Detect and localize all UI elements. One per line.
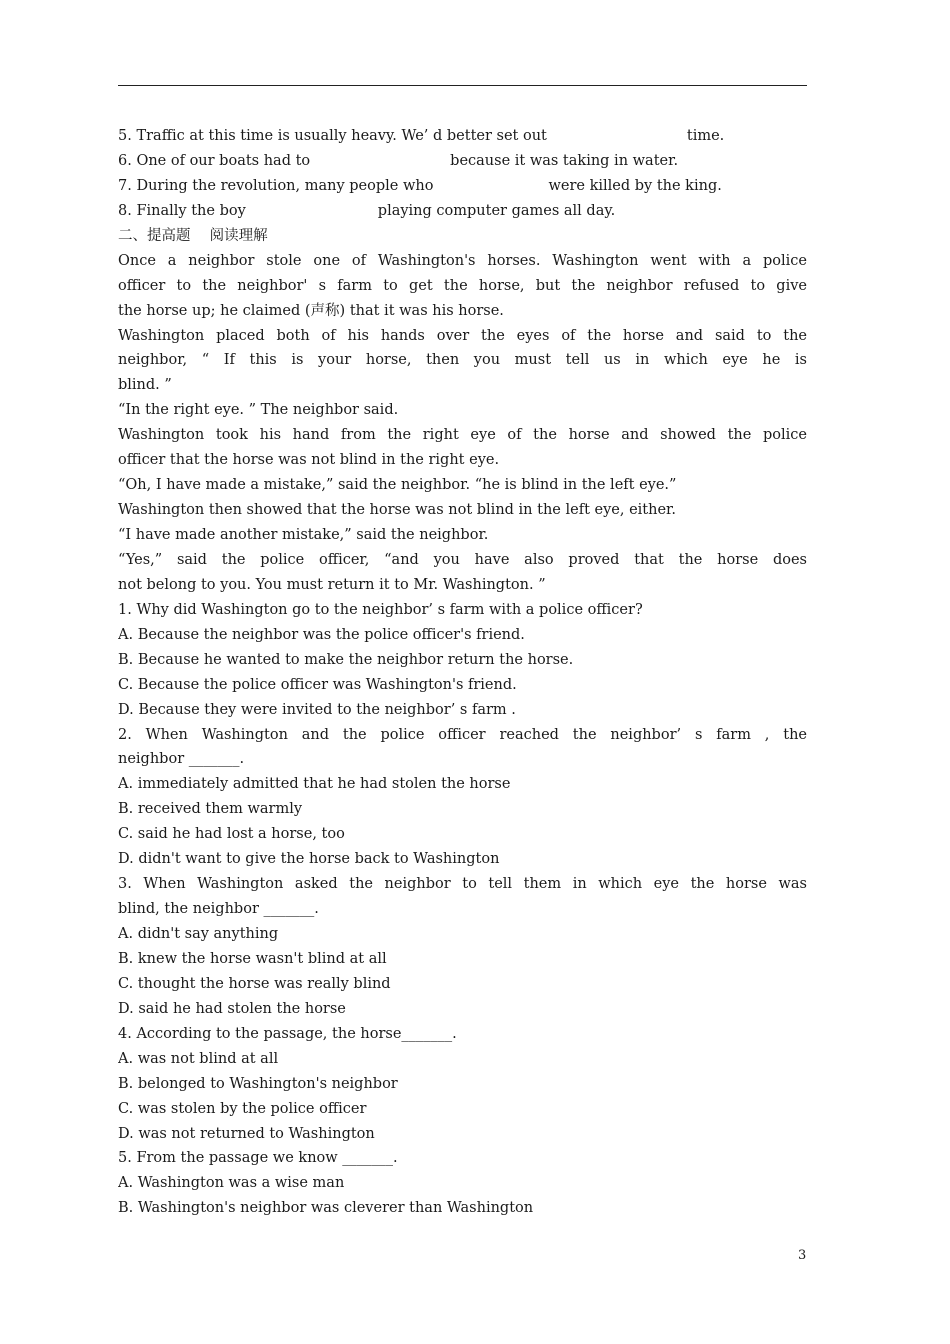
question-stem: 2. When Washington and the police officer reached the neighbor’ s farm , the xyxy=(118,726,807,743)
header-rule xyxy=(118,85,807,86)
answer-option: D. said he had stolen the horse xyxy=(118,1000,346,1017)
question-stem: blind, the neighbor _______. xyxy=(118,901,319,918)
passage-line: officer to the neighbor' s farm to get the horse, but the neighbor refused to give xyxy=(118,277,807,294)
answer-option: A. Washington was a wise man xyxy=(118,1175,345,1192)
answer-option: A. Because the neighbor was the police officer's friend. xyxy=(118,626,525,643)
question-stem: neighbor _______. xyxy=(118,751,245,768)
answer-option: B. Washington's neighbor was cleverer than Washington xyxy=(118,1200,534,1217)
answer-option: B. knew the horse wasn't blind at all xyxy=(118,950,387,967)
answer-option: B. Because he wanted to make the neighbor return the horse. xyxy=(118,651,574,668)
passage-line: “In the right eye. ” The neighbor said. xyxy=(118,402,399,419)
answer-option: A. didn't say anything xyxy=(118,926,279,942)
passage-line: “I have made another mistake,” said the neighbor. xyxy=(118,527,489,543)
passage-line: not belong to you. You must return it to Mr. Washington. ” xyxy=(118,576,546,593)
fill-in-item-5: 5. Traffic at this time is usually heavy. We’ d better set out time. xyxy=(118,128,725,144)
answer-option: A. was not blind at all xyxy=(118,1050,279,1067)
passage-line: Once a neighbor stole one of Washington's horses. Washington went with a police xyxy=(118,252,807,269)
passage-line: blind. ” xyxy=(118,377,172,394)
answer-option: D. Because they were invited to the neighbor’ s farm . xyxy=(118,701,516,718)
answer-option: C. thought the horse was really blind xyxy=(118,975,391,992)
fill-in-item-8: 8. Finally the boy playing computer games all day. xyxy=(118,202,616,219)
answer-option: A. immediately admitted that he had stolen the horse xyxy=(118,776,511,793)
passage-line: Washington then showed that the horse was not blind in the left eye, either. xyxy=(118,502,676,519)
question-stem: 1. Why did Washington go to the neighbor’ s farm with a police officer? xyxy=(118,601,643,618)
answer-option: C. was stolen by the police officer xyxy=(118,1100,367,1117)
page-content xyxy=(118,124,807,1221)
answer-option: C. Because the police officer was Washington's friend. xyxy=(118,676,517,693)
answer-option: B. received them warmly xyxy=(118,801,303,818)
page-number: 3 xyxy=(798,1248,807,1263)
answer-option: C. said he had lost a horse, too xyxy=(118,826,345,843)
passage-line: Washington took his hand from the right eye of the horse and showed the police xyxy=(118,427,807,444)
answer-option: D. was not returned to Washington xyxy=(118,1125,375,1142)
answer-option: B. belonged to Washington's neighbor xyxy=(118,1075,398,1092)
question-stem: 5. From the passage we know _______. xyxy=(118,1150,398,1167)
question-stem: 3. When Washington asked the neighbor to tell them in which eye the horse was xyxy=(118,876,807,893)
question-stem: 4. According to the passage, the horse_______. xyxy=(118,1025,457,1042)
section-heading: 二、提高题 阅读理解 xyxy=(118,227,268,244)
passage-line: “Yes,” said the police officer, “and you have also proved that the horse does xyxy=(118,551,807,568)
fill-in-item-6: 6. One of our boats had to because it was taking in water. xyxy=(118,152,679,169)
fill-in-item-7: 7. During the revolution, many people who were killed by the king. xyxy=(118,177,722,194)
passage-line: officer that the horse was not blind in the right eye. xyxy=(118,452,500,469)
passage-line: neighbor, “ If this is your horse, then you must tell us in which eye he is xyxy=(118,352,807,369)
answer-option: D. didn't want to give the horse back to Washington xyxy=(118,851,500,868)
passage-line: “Oh, I have made a mistake,” said the neighbor. “he is blind in the left eye.” xyxy=(118,477,677,494)
passage-line: Washington placed both of his hands over the eyes of the horse and said to the xyxy=(118,327,807,344)
passage-line: the horse up; he claimed (声称) that it was his horse. xyxy=(118,302,504,319)
